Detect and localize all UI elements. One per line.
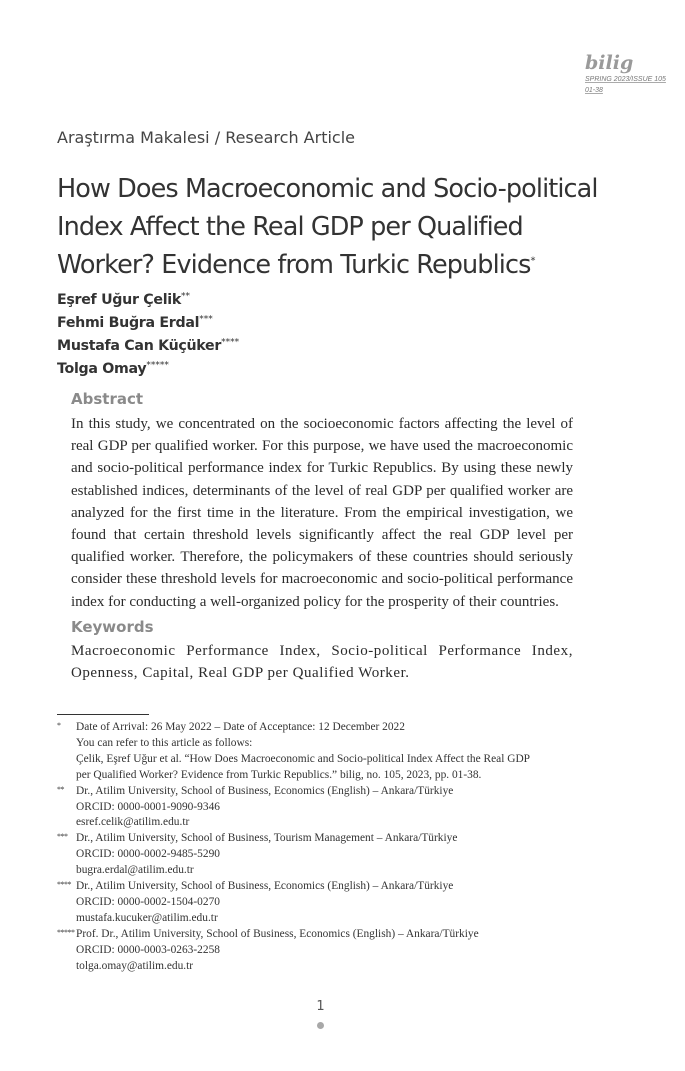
- author: [57, 335, 239, 358]
- page-dot-ornament: [317, 1022, 324, 1029]
- author-footnote-mark[interactable]: ****: [221, 337, 240, 348]
- author-footnote-mark[interactable]: *****: [146, 360, 169, 371]
- footnote: [57, 831, 597, 879]
- footnote-mark: ***: [57, 832, 68, 842]
- author-name: Eşref Uğur Çelik: [57, 292, 181, 308]
- footnote-line: Dr., Atilim University, School of Business, Tourism Management – Ankara/Türkiye: [76, 832, 458, 845]
- footnote: [57, 879, 597, 927]
- journal-header: [585, 52, 680, 96]
- footnote-line: ORCID: 0000-0002-1504-0270: [76, 895, 220, 908]
- author-footnote-mark[interactable]: ***: [199, 314, 213, 325]
- footnote-divider: [57, 714, 149, 715]
- footnote: [57, 784, 597, 832]
- title-line: [57, 246, 637, 284]
- footnote-mark: *: [57, 721, 61, 730]
- footnote-line: Prof. Dr., Atilim University, School of Business, Economics (English) – Ankara/Türkiye: [76, 927, 479, 940]
- footnote-line: ORCID: 0000-0001-9090-9346: [76, 800, 220, 813]
- footnote-mark: *****: [57, 927, 75, 937]
- footnote-email[interactable]: tolga.omay@atilim.edu.tr: [76, 959, 194, 972]
- footnote: [57, 720, 597, 784]
- footnote: [57, 927, 597, 975]
- journal-name: bilig: [585, 52, 634, 74]
- footnote-mark: ****: [57, 880, 71, 890]
- author-footnote-mark[interactable]: **: [180, 291, 190, 302]
- journal-pages[interactable]: 01-38: [585, 87, 603, 94]
- footnote-line: You can refer to this article as follows:: [76, 736, 253, 749]
- author-name: Mustafa Can Küçüker: [57, 338, 222, 354]
- author: [57, 312, 239, 335]
- footnote-line: per Qualified Worker? Evidence from Turkic Republics.” bilig, no. 105, 2023, pp. 01-38.: [76, 768, 482, 781]
- keywords-heading: Keywords: [71, 618, 154, 636]
- article-type: Araştırma Makalesi / Research Article: [57, 128, 355, 147]
- author-name: Fehmi Buğra Erdal: [57, 315, 200, 331]
- footnote-line: Dr., Atilim University, School of Business, Economics (English) – Ankara/Türkiye: [76, 784, 454, 797]
- author-list: [57, 289, 239, 381]
- keywords-text: Macroeconomic Performance Index, Socio-political Performance Index, Openness, Capital, Real GDP per Qualified Worker.: [71, 643, 573, 682]
- author-name: Tolga Omay: [57, 361, 147, 377]
- title-line: Index Affect the Real GDP per Qualified: [57, 212, 523, 242]
- footnote-email[interactable]: bugra.erdal@atilim.edu.tr: [76, 864, 194, 877]
- footnote-line: Dr., Atilim University, School of Business, Economics (English) – Ankara/Türkiye: [76, 880, 454, 893]
- footnote-mark: **: [57, 784, 64, 794]
- abstract-text: In this study, we concentrated on the socioeconomic factors affecting the level of real GDP per qualified worker. For this purpose, we have used the macroeconomic and socio-political performance index for Turkic Republics. By using these newly established indices, determinants of the level of real GDP per qualified worker are analyzed for the first time in the literature. From the empirical investigation, we found that certain threshold levels significantly affect the real GDP level per qualified worker. Therefore, the policymakers of these countries should seriously consider these threshold levels for macroeconomic and socio-political performance index for conducting a well-organized policy for the prosperity of their countries.: [71, 416, 573, 610]
- author: [57, 289, 239, 312]
- article-title: [57, 170, 637, 284]
- journal-issue[interactable]: SPRING 2023/ISSUE 105: [585, 76, 666, 83]
- title-footnote-mark[interactable]: *: [530, 255, 536, 267]
- footnote-line: Date of Arrival: 26 May 2022 – Date of Acceptance: 12 December 2022: [76, 721, 405, 733]
- footnote-email[interactable]: esref.celik@atilim.edu.tr: [76, 816, 190, 829]
- author: [57, 358, 239, 381]
- title-line-text: Worker? Evidence from Turkic Republics: [57, 250, 531, 280]
- footnote-line: ORCID: 0000-0003-0263-2258: [76, 943, 220, 956]
- abstract-heading: Abstract: [71, 390, 144, 408]
- footnote-line: ORCID: 0000-0002-9485-5290: [76, 848, 220, 861]
- title-line: How Does Macroeconomic and Socio-political: [57, 174, 598, 204]
- footnote-line: Çelik, Eşref Uğur et al. “How Does Macroeconomic and Socio-political Index Affect the Real GDP: [76, 752, 531, 765]
- footnote-email[interactable]: mustafa.kucuker@atilim.edu.tr: [76, 911, 218, 924]
- footnotes: [57, 720, 597, 975]
- page-number: 1: [316, 999, 325, 1014]
